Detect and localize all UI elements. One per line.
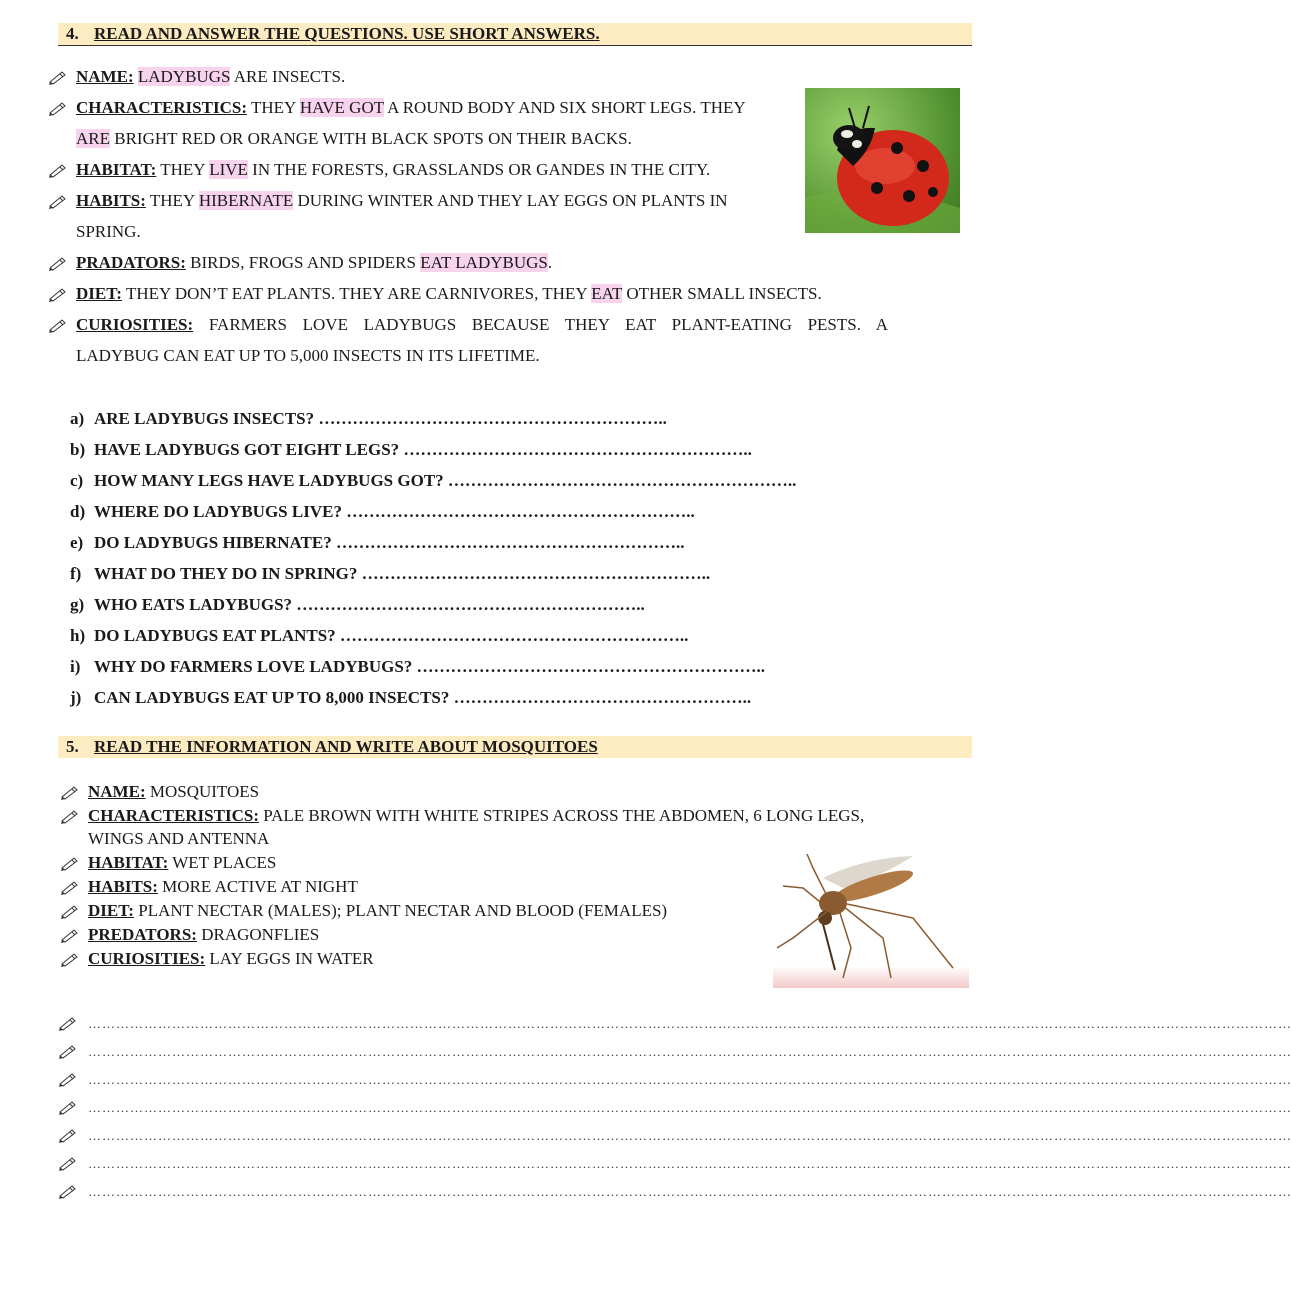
writing-line[interactable]: ……………………………………………………………………………………………………………………………………………………………………………………………………………………………………: [88, 1100, 1292, 1115]
question-g: [70, 594, 645, 616]
fact-habitat: [76, 158, 710, 182]
highlight: EAT LADYBUGS: [420, 253, 548, 272]
pencil-icon: [48, 286, 68, 302]
mosquito-icon: [773, 848, 969, 988]
pencil-icon: [58, 1015, 78, 1031]
fact-label: HABITS:: [88, 877, 158, 896]
question-text: WHY DO FARMERS LOVE LADYBUGS? ……………………………………………………..: [94, 657, 766, 676]
mosquito-characteristics: [88, 804, 864, 827]
mosquito-name: [88, 780, 259, 803]
section-4-header: [58, 23, 972, 45]
highlight: HAVE GOT: [299, 98, 384, 117]
writing-line[interactable]: ……………………………………………………………………………………………………………………………………………………………………………………………………………………………………: [88, 1044, 1292, 1059]
highlight: LADYBUGS: [137, 67, 231, 86]
fact-text: PALE BROWN WITH WHITE STRIPES ACROSS THE ABDOMEN, 6 LONG LEGS,: [263, 806, 865, 825]
fact-label: HABITAT:: [88, 853, 169, 872]
highlight: LIVE: [209, 160, 248, 179]
mosquito-diet: [88, 899, 667, 922]
question-letter: e): [70, 533, 84, 552]
fact-text: PLANT NECTAR (MALES); PLANT NECTAR AND BLOOD (FEMALES): [138, 901, 668, 920]
question-letter: f): [70, 564, 82, 583]
section-4-rule: [58, 45, 972, 46]
fact-curiosities: [76, 313, 888, 368]
fact-text: DRAGONFLIES: [201, 925, 320, 944]
pencil-icon: [58, 1183, 78, 1199]
question-letter: c): [70, 471, 84, 490]
question-a: [70, 408, 667, 430]
pencil-icon: [48, 193, 68, 209]
fact-label: CURIOSITIES:: [88, 949, 206, 968]
pencil-icon: [60, 808, 80, 824]
section-4-title: READ AND ANSWER THE QUESTIONS. USE SHORT ANSWERS.: [94, 24, 600, 43]
fact-label: PRADATORS:: [76, 253, 186, 272]
pencil-icon: [48, 255, 68, 271]
question-text: WHO EATS LADYBUGS? ……………………………………………………..: [94, 595, 645, 614]
writing-line[interactable]: ……………………………………………………………………………………………………………………………………………………………………………………………………………………………………: [88, 1184, 1292, 1199]
question-text: HAVE LADYBUGS GOT EIGHT LEGS? ……………………………………………………..: [94, 440, 752, 459]
question-text: WHAT DO THEY DO IN SPRING? ……………………………………………………..: [94, 564, 711, 583]
fact-text: THEY: [160, 160, 205, 179]
fact-text: LAY EGGS IN WATER: [209, 949, 374, 968]
writing-line[interactable]: ……………………………………………………………………………………………………………………………………………………………………………………………………………………………………: [88, 1128, 1292, 1143]
question-letter: d): [70, 502, 86, 521]
fact-text: WINGS AND ANTENNA: [88, 829, 270, 848]
pencil-icon: [60, 903, 80, 919]
question-d: [70, 501, 695, 523]
question-letter: a): [70, 409, 85, 428]
fact-label: NAME:: [88, 782, 146, 801]
pencil-icon: [60, 927, 80, 943]
question-f: [70, 563, 710, 585]
pencil-icon: [58, 1099, 78, 1115]
fact-text: THEY DON’T EAT PLANTS. THEY ARE CARNIVORES, THEY: [125, 284, 587, 303]
ladybug-photo: [805, 88, 960, 233]
question-b: [70, 439, 752, 461]
question-letter: i): [70, 657, 81, 676]
fact-text: ARE INSECTS.: [233, 67, 346, 86]
question-c: [70, 470, 796, 492]
question-i: [70, 656, 765, 678]
pencil-icon: [58, 1071, 78, 1087]
pencil-icon: [58, 1043, 78, 1059]
section-5-header: [58, 736, 972, 758]
fact-text: THEY: [149, 191, 195, 210]
fact-text: A ROUND BODY AND SIX SHORT LEGS. THEY: [387, 98, 746, 117]
pencil-icon: [58, 1155, 78, 1171]
ladybug-icon: [805, 88, 960, 233]
pencil-icon: [48, 162, 68, 178]
pencil-icon: [48, 100, 68, 116]
fact-label: HABITAT:: [76, 160, 157, 179]
question-h: [70, 625, 688, 647]
fact-text: BIRDS, FROGS AND SPIDERS: [190, 253, 416, 272]
fact-text: IN THE FORESTS, GRASSLANDS OR GANDES IN THE CITY.: [252, 160, 711, 179]
pencil-icon: [60, 855, 80, 871]
section-5-number: 5.: [66, 737, 79, 756]
fact-text: MOSQUITOES: [149, 782, 260, 801]
fact-text: LADYBUG CAN EAT UP TO 5,000 INSECTS IN ITS LIFETIME.: [76, 346, 540, 365]
fact-label: NAME:: [76, 67, 134, 86]
mosquito-habits: [88, 875, 358, 898]
question-text: DO LADYBUGS HIBERNATE? ……………………………………………………..: [94, 533, 685, 552]
fact-habits: [76, 189, 788, 244]
fact-text: THEY: [250, 98, 296, 117]
fact-label: CHARACTERISTICS:: [88, 806, 259, 825]
fact-predators: [76, 251, 552, 275]
mosquito-predators: [88, 923, 319, 946]
question-e: [70, 532, 684, 554]
pencil-icon: [58, 1127, 78, 1143]
section-5-title: READ THE INFORMATION AND WRITE ABOUT MOSQUITOES: [94, 737, 598, 756]
fact-label: HABITS:: [76, 191, 146, 210]
question-letter: h): [70, 626, 86, 645]
fact-text: OTHER SMALL INSECTS.: [626, 284, 822, 303]
pencil-icon: [60, 784, 80, 800]
fact-text: .: [547, 253, 553, 272]
fact-label: DIET:: [76, 284, 122, 303]
writing-line[interactable]: ……………………………………………………………………………………………………………………………………………………………………………………………………………………………………: [88, 1156, 1292, 1171]
writing-line[interactable]: ……………………………………………………………………………………………………………………………………………………………………………………………………………………………………: [88, 1016, 1292, 1031]
question-text: WHERE DO LADYBUGS LIVE? ……………………………………………………..: [94, 502, 695, 521]
fact-text: BRIGHT RED OR ORANGE WITH BLACK SPOTS ON THEIR BACKS.: [114, 129, 632, 148]
mosquito-habitat: [88, 851, 276, 874]
writing-line[interactable]: ……………………………………………………………………………………………………………………………………………………………………………………………………………………………………: [88, 1072, 1292, 1087]
fact-label: CURIOSITIES:: [76, 315, 194, 334]
question-text: DO LADYBUGS EAT PLANTS? ……………………………………………………..: [94, 626, 689, 645]
fact-characteristics: [76, 96, 788, 151]
fact-text: WET PLACES: [172, 853, 277, 872]
mosquito-photo: [773, 848, 969, 988]
question-text: HOW MANY LEGS HAVE LADYBUGS GOT? ……………………………………………………..: [94, 471, 797, 490]
pencil-icon: [60, 951, 80, 967]
question-text: CAN LADYBUGS EAT UP TO 8,000 INSECTS? ……………………………………………..: [94, 688, 752, 707]
question-text: ARE LADYBUGS INSECTS? ……………………………………………………..: [94, 409, 667, 428]
pencil-icon: [48, 317, 68, 333]
fact-label: PREDATORS:: [88, 925, 197, 944]
fact-text: DURING WINTER AND THEY LAY EGGS ON PLANTS IN: [297, 191, 728, 210]
mosquito-curiosities: [88, 947, 374, 970]
fact-text: FARMERS LOVE LADYBUGS BECAUSE THEY EAT PLANT-EATING PESTS. A: [208, 315, 888, 334]
fact-label: CHARACTERISTICS:: [76, 98, 247, 117]
pencil-icon: [48, 69, 68, 85]
fact-text: MORE ACTIVE AT NIGHT: [162, 877, 358, 896]
highlight: HIBERNATE: [198, 191, 294, 210]
fact-diet: [76, 282, 822, 306]
highlight: ARE: [76, 129, 110, 148]
question-letter: b): [70, 440, 86, 459]
question-letter: j): [70, 688, 82, 707]
question-j: [70, 687, 751, 709]
section-4-number: 4.: [66, 24, 79, 43]
fact-text: SPRING.: [76, 222, 141, 241]
highlight: EAT: [591, 284, 623, 303]
fact-label: DIET:: [88, 901, 134, 920]
question-letter: g): [70, 595, 85, 614]
pencil-icon: [60, 879, 80, 895]
fact-name: [76, 65, 345, 89]
